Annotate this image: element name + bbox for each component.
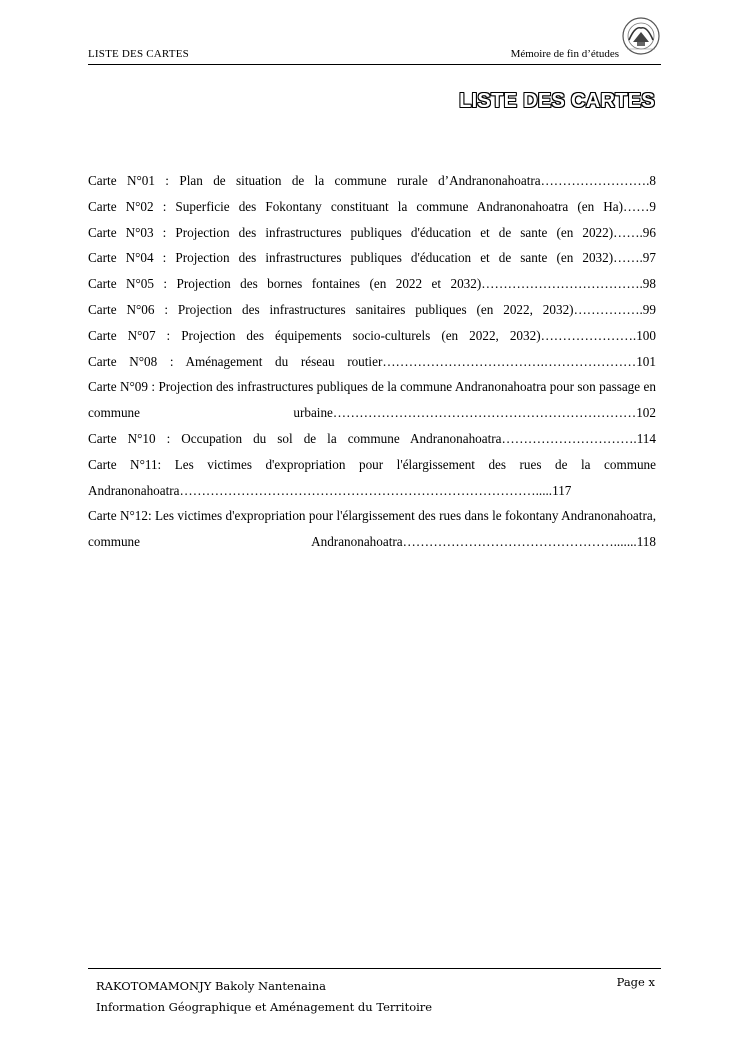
list-item: Carte N°08 : Aménagement du réseau routier……………………………….…………………101 [88, 353, 656, 369]
list-item: Carte N°09 : Projection des infrastructures publiques de la commune Andranonahoatra pour son passage en commune urbaine……………………………………………………………102 [88, 379, 656, 421]
map-list [88, 168, 656, 555]
page-footer [88, 968, 661, 1014]
list-item: Carte N°05 : Projection des bornes fontaines (en 2022 et 2032)……………………………….98 [88, 276, 656, 292]
header-document-type: Mémoire de fin d’études [510, 48, 619, 60]
header-section-title: LISTE DES CARTES [88, 48, 189, 60]
list-item: Carte N°01 : Plan de situation de la commune rurale d’Andranonahoatra…………………….8 [88, 173, 656, 188]
list-item: Carte N°12: Les victimes d'expropriation pour l'élargissement des rues dans le fokontany Andranonahoatra, commune Andranonahoatra………………………………………….......118 [88, 508, 656, 550]
list-item: Carte N°10 : Occupation du sol de la commune Andranonahoatra………………………….114 [88, 430, 656, 446]
page-title: LISTE DES CARTES [459, 90, 655, 112]
page-number: Page x [616, 975, 655, 989]
list-item: Carte N°07 : Projection des équipements socio-culturels (en 2022, 2032)………………….100 [88, 327, 656, 343]
university-seal-icon [621, 16, 661, 56]
list-item: Carte N°06 : Projection des infrastructures sanitaires publiques (en 2022, 2032)…………….99 [88, 301, 656, 317]
footer-program: Information Géographique et Aménagement du Territoire [96, 1000, 433, 1014]
footer-author: RAKOTOMAMONJY Bakoly Nantenaina [96, 979, 326, 993]
list-item: Carte N°03 : Projection des infrastructures publiques d'éducation et de sante (en 2022)…….96 [88, 224, 656, 240]
list-item: Carte N°02 : Superficie des Fokontany constituant la commune Andranonahoatra (en Ha)……9 [88, 198, 656, 214]
list-item: Carte N°04 : Projection des infrastructures publiques d'éducation et de sante (en 2032)…….97 [88, 250, 656, 266]
list-item: Carte N°11: Les victimes d'expropriation pour l'élargissement des rues de la commune Andranonahoatra……………………………………………………………………….....117 [88, 456, 656, 498]
page-header [88, 14, 661, 65]
